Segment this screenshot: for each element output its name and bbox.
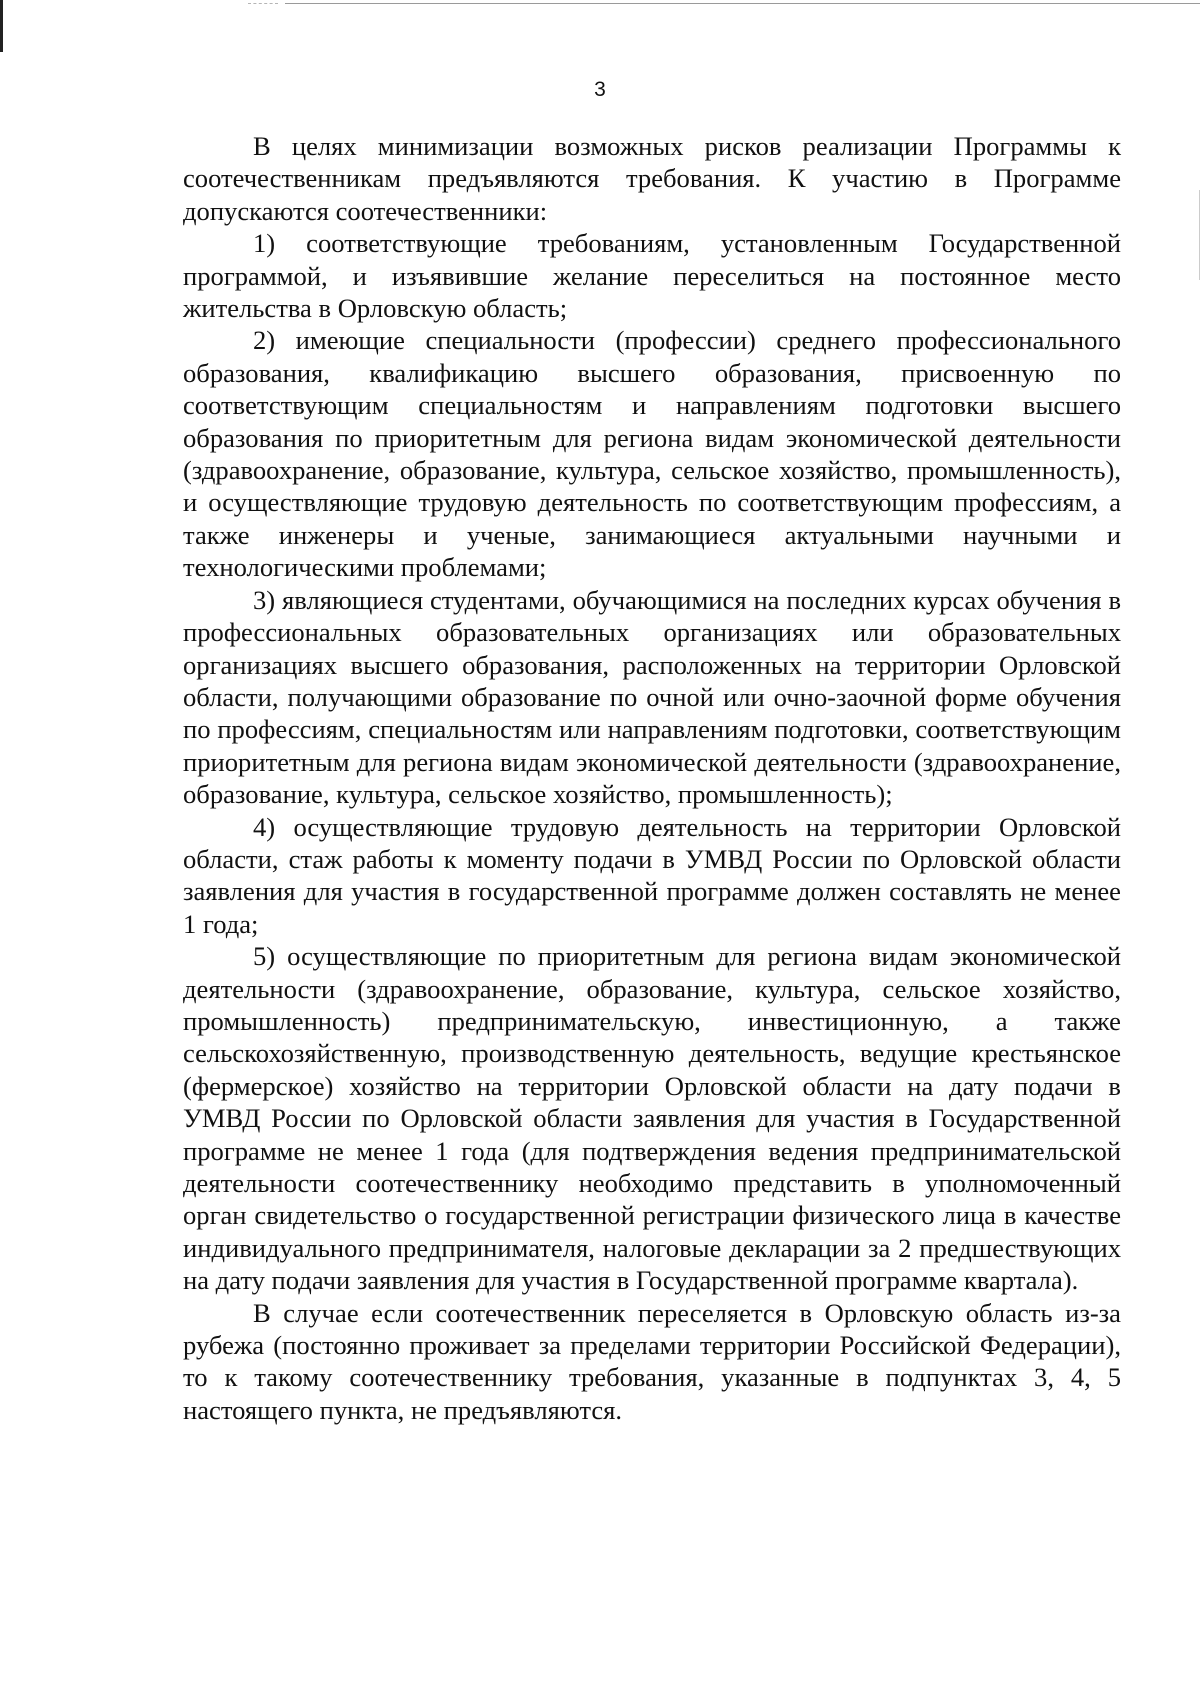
paragraph-closing: В случае если соотечественник переселяется в Орловскую область из-за рубежа (постоянно проживает за пределами территории Российской Федерации), то к такому соотечественнику требования, указанные в подпунктах 3, 4, 5 настоящего пункта, не предъявляются. [183, 1297, 1121, 1425]
scan-top-border [285, 3, 1200, 4]
paragraph-item-3: 3) являющиеся студентами, обучающимися на последних курсах обучения в профессиональных образовательных организациях или образовательных организациях высшего образования, расположенных на территории Орловской области, получающими образование по очной или очно-заочной форме обучения по профессиям, специальностям или направлениям подготовки, соответствующим приоритетным для региона видам экономической деятельности (здравоохранение, образование, культура, сельское хозяйство, промышленность); [183, 584, 1121, 810]
paragraph-item-5: 5) осуществляющие по приоритетным для региона видам экономической деятельности (здравоохранение, образование, культура, сельское хозяйство, промышленность) предпринимательскую, инвестиционную, а также сельскохозяйственную, производственную деятельность, ведущие крестьянское (фермерское) хозяйство на территории Орловской области на дату подачи в УМВД России по Орловской области заявления для участия в Государственной программе не менее 1 года (для подтверждения ведения предпринимательской деятельности соотечественнику необходимо представить в уполномоченный орган свидетельство о государственной регистрации физического лица в качестве индивидуального предпринимателя, налоговые декларации за 2 предшествующих на дату подачи заявления для участия в Государственной программе квартала). [183, 941, 1121, 1296]
page-number: 3 [594, 78, 606, 101]
scan-edge-mark [0, 0, 3, 52]
scan-top-dash [248, 3, 278, 4]
document-body [183, 130, 1121, 1426]
paragraph-item-2: 2) имеющие специальности (профессии) среднего профессионального образования, квалификацию высшего образования, присвоенную по соответствующим специальностям и направлениям подготовки высшего образования по приоритетным для региона видам экономической деятельности (здравоохранение, образование, культура, сельское хозяйство, промышленность), и осуществляющие трудовую деятельность по соответствующим профессиям, а также инженеры и ученые, занимающиеся актуальными научными и технологическими проблемами; [183, 325, 1121, 583]
paragraph-item-4: 4) осуществляющие трудовую деятельность на территории Орловской области, стаж работы к моменту подачи в УМВД России по Орловской области заявления для участия в государственной программе должен составлять не менее 1 года; [183, 811, 1121, 939]
paragraph-item-1: 1) соответствующие требованиям, установленным Государственной программой, и изъявившие желание переселиться на постоянное место жительства в Орловскую область; [183, 228, 1121, 324]
paragraph-intro: В целях минимизации возможных рисков реализации Программы к соотечественникам предъявляются требования. К участию в Программе допускаются соотечественники: [183, 131, 1121, 226]
